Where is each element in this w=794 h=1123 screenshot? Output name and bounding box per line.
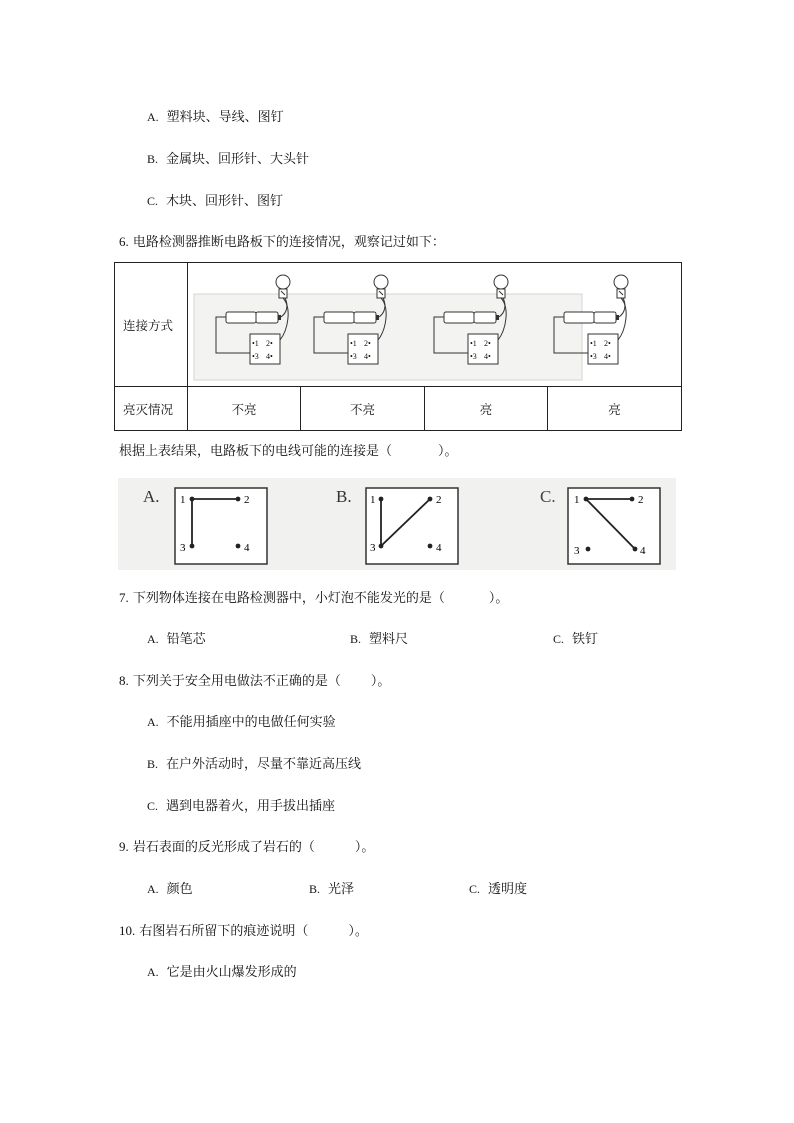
result-1: 不亮 <box>188 387 301 431</box>
svg-text:•3: •3 <box>590 352 597 361</box>
svg-text:4: 4 <box>640 545 646 557</box>
svg-text:2: 2 <box>244 494 250 506</box>
result-2: 不亮 <box>301 387 425 431</box>
svg-text:4•: 4• <box>604 352 611 361</box>
result-3: 亮 <box>425 387 548 431</box>
q6-question: 根据上表结果，电路板下的电线可能的连接是（ ）。 <box>119 444 458 459</box>
svg-text:•1: •1 <box>470 339 477 348</box>
q8-option-a: A. 不能用插座中的电做任何实验 <box>147 715 336 730</box>
svg-text:•1: •1 <box>590 339 597 348</box>
row-header-result: 亮灭情况 <box>115 387 188 431</box>
q10-option-a: A. 它是由火山爆发形成的 <box>147 965 297 980</box>
svg-text:4•: 4• <box>364 352 371 361</box>
svg-text:C.: C. <box>540 487 556 506</box>
q8-option-c: C. 遇到电器着火，用手拔出插座 <box>147 799 336 814</box>
q7-option-b: B. 塑料尺 <box>350 632 409 647</box>
svg-text:•3: •3 <box>252 352 259 361</box>
circuit-diagrams <box>188 264 678 384</box>
svg-text:B.: B. <box>336 487 352 506</box>
svg-text:•1: •1 <box>350 339 357 348</box>
q9-option-c: C. 透明度 <box>469 882 528 897</box>
wiring-option-c <box>520 478 676 570</box>
q7-option-c: C. 铁钉 <box>553 632 599 647</box>
q8-stem: 8. 下列关于安全用电做法不正确的是（ ）。 <box>119 673 391 689</box>
svg-text:3: 3 <box>370 542 376 554</box>
q7-stem: 7. 下列物体连接在电路检测器中，小灯泡不能发光的是（ ）。 <box>119 590 509 606</box>
svg-text:2: 2 <box>436 494 442 506</box>
svg-text:1: 1 <box>180 494 186 506</box>
q5-option-c: C. 木块、回形针、图钉 <box>147 194 284 209</box>
svg-text:2: 2 <box>638 494 644 506</box>
svg-text:2•: 2• <box>364 339 371 348</box>
svg-text:4•: 4• <box>484 352 491 361</box>
q9-stem: 9. 岩石表面的反光形成了岩石的（ ）。 <box>119 839 375 855</box>
svg-text:•1: •1 <box>252 339 259 348</box>
svg-text:3: 3 <box>180 542 186 554</box>
svg-text:2•: 2• <box>484 339 491 348</box>
q10-stem: 10. 右图岩石所留下的痕迹说明（ ）。 <box>119 923 368 939</box>
svg-text:3: 3 <box>574 545 580 557</box>
svg-text:4•: 4• <box>266 352 273 361</box>
q8-option-b: B. 在户外活动时，尽量不靠近高压线 <box>147 757 362 772</box>
q9-option-b: B. 光泽 <box>309 882 355 897</box>
wiring-option-b <box>324 478 520 570</box>
q5-option-b: B. 金属块、回形针、大头针 <box>147 152 310 167</box>
svg-text:A.: A. <box>143 487 160 506</box>
q6-stem: 6. 电路检测器推断电路板下的连接情况，观察记过如下： <box>119 234 445 250</box>
svg-text:2•: 2• <box>266 339 273 348</box>
svg-text:1: 1 <box>370 494 376 506</box>
q5-option-a: A. 塑料块、导线、图钉 <box>147 110 284 125</box>
svg-text:4: 4 <box>436 542 442 554</box>
row-header-connection: 连接方式 <box>115 263 188 387</box>
wiring-option-a <box>118 478 324 570</box>
result-4: 亮 <box>548 387 682 431</box>
svg-text:4: 4 <box>244 542 250 554</box>
svg-text:•3: •3 <box>470 352 477 361</box>
svg-text:1: 1 <box>574 494 580 506</box>
q9-option-a: A. 颜色 <box>147 882 193 897</box>
q7-option-a: A. 铅笔芯 <box>147 632 206 647</box>
svg-text:2•: 2• <box>604 339 611 348</box>
svg-text:•3: •3 <box>350 352 357 361</box>
